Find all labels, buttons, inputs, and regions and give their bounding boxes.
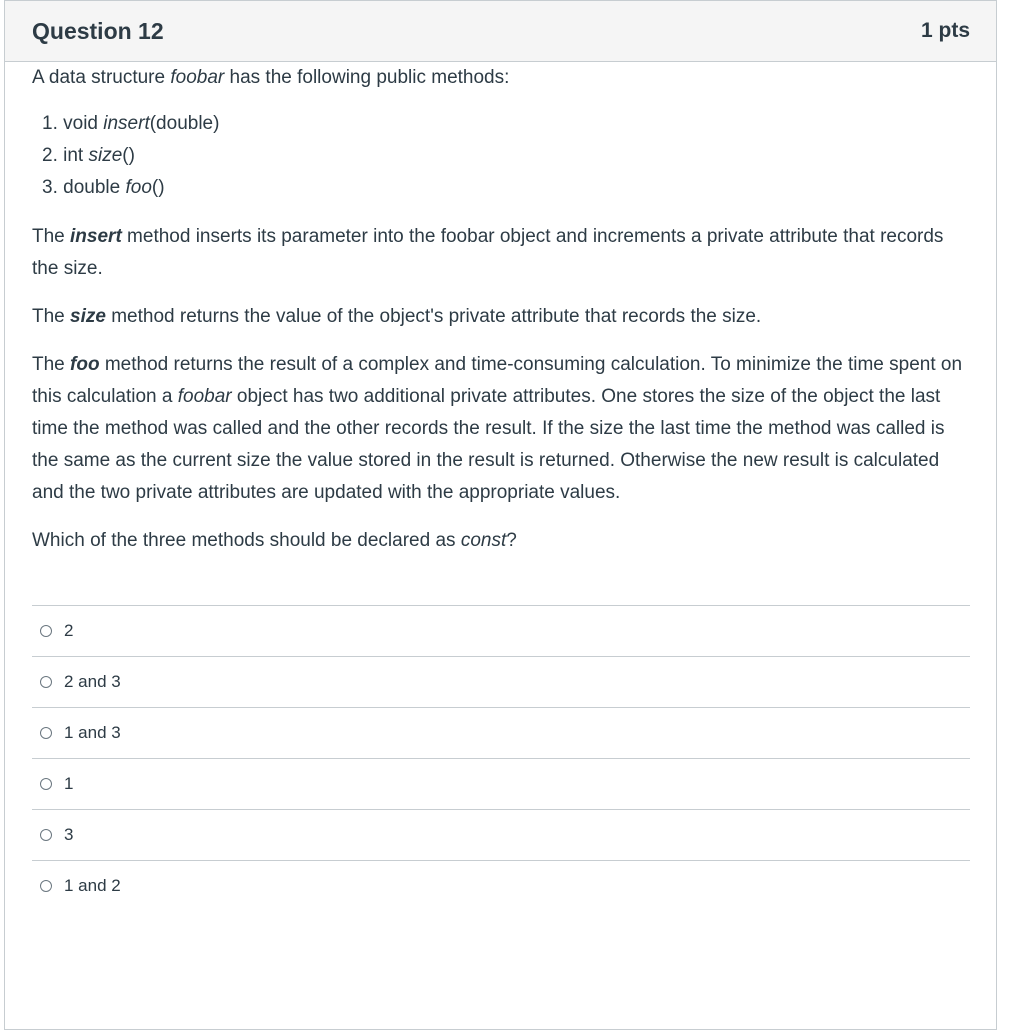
- method-type: int: [63, 145, 89, 166]
- method-args: (): [151, 177, 165, 198]
- answer-option[interactable]: [32, 708, 970, 759]
- answer-option[interactable]: [32, 810, 970, 861]
- foo-text: The: [32, 354, 71, 375]
- intro-text: A data structure: [32, 67, 171, 88]
- answer-label: 1 and 3: [64, 723, 121, 742]
- method-item: [42, 172, 970, 204]
- radio-button[interactable]: [40, 778, 52, 790]
- radio-button[interactable]: [40, 676, 52, 688]
- method-item: [42, 140, 970, 172]
- method-number: 3.: [42, 177, 64, 198]
- method-name: size: [88, 145, 123, 166]
- foo-description: [32, 349, 970, 509]
- foo-text-end: object has two additional private attributes. One stores the size of the object the last time the method was called and the other records the result. If the size the last time the method was called is the same as the current size the value stored in the result is returned. Otherwise the new result is calculated and the two private attributes are updated with the appropriate values.: [32, 386, 945, 503]
- method-type: double: [63, 177, 126, 198]
- answer-label: 2: [64, 621, 74, 640]
- radio-button[interactable]: [40, 880, 52, 892]
- size-keyword: size: [70, 306, 106, 327]
- prompt-keyword: const: [460, 530, 507, 551]
- method-type: void: [63, 113, 104, 134]
- answer-option[interactable]: [32, 861, 970, 911]
- method-args: (double): [149, 113, 220, 134]
- prompt-text: Which of the three methods should be declared as: [32, 530, 461, 551]
- intro-text-end: has the following public methods:: [224, 67, 510, 88]
- size-description: [32, 301, 970, 333]
- method-name: foo: [125, 177, 152, 198]
- question-card: [4, 0, 997, 1030]
- insert-text-end: method inserts its parameter into the foobar object and increments a private attribute that records the size.: [32, 226, 944, 279]
- prompt-text-end: ?: [506, 530, 517, 551]
- question-prompt: [32, 525, 970, 557]
- answer-list: [32, 605, 970, 911]
- radio-button[interactable]: [40, 727, 52, 739]
- answer-option[interactable]: [32, 759, 970, 810]
- insert-text: The: [32, 226, 71, 247]
- method-number: 1.: [42, 113, 64, 134]
- insert-description: [32, 221, 970, 285]
- question-header: [5, 1, 996, 62]
- method-item: [42, 108, 970, 140]
- answer-label: 1: [64, 774, 74, 793]
- question-points: 1 pts: [920, 19, 970, 42]
- question-body: [5, 62, 996, 911]
- method-number: 2.: [42, 145, 64, 166]
- foo-keyword: foo: [70, 354, 100, 375]
- method-args: (): [122, 145, 135, 166]
- answer-label: 1 and 2: [64, 876, 121, 895]
- answer-option[interactable]: [32, 606, 970, 657]
- insert-keyword: insert: [70, 226, 122, 247]
- question-intro: [32, 62, 970, 94]
- foo-emphasis: foobar: [177, 386, 232, 407]
- size-text-end: method returns the value of the object's private attribute that records the size.: [105, 306, 762, 327]
- question-title: Question 12: [32, 17, 164, 44]
- radio-button[interactable]: [40, 625, 52, 637]
- answer-label: 3: [64, 825, 74, 844]
- answer-label: 2 and 3: [64, 672, 121, 691]
- method-name: insert: [103, 113, 150, 134]
- size-text: The: [32, 306, 71, 327]
- radio-button[interactable]: [40, 829, 52, 841]
- method-list: [32, 108, 970, 204]
- answer-option[interactable]: [32, 657, 970, 708]
- foo-text-mid: method returns the result of a complex and time-consuming calculation. To minimize the time spent on this calculation a: [32, 354, 963, 407]
- intro-emphasis: foobar: [170, 67, 225, 88]
